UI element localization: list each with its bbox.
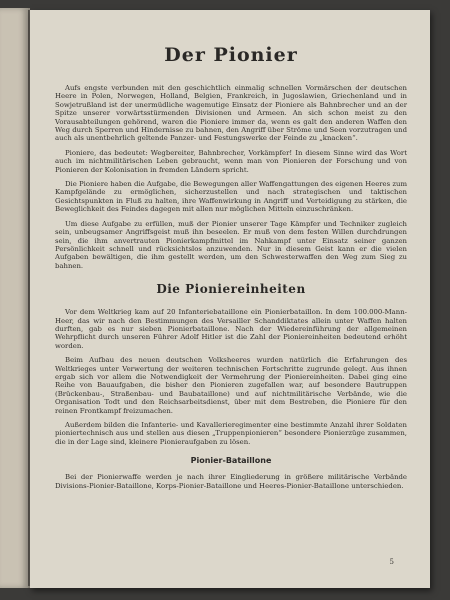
paragraph-intro-4: Um diese Aufgabe zu erfüllen, muß der Pionier unserer Tage Kämpfer und Techniker zugleich sein, unbeugsamer Angriffsgeist muß ihn beseelen. Er muß von dem festen Willen durchdrungen sein, die ihm anvertrauten Pionierkampfmittel im Nahkampf unter Einsatz seiner ganzen Persönlichkeit schnell und rücksichtslos anzuwenden. Nur in diesem Geist kann er die vielen Aufgaben bewältigen, die ihm gestellt werden, um den Schwesterwaffen den Weg zum Sieg zu bahnen. [55,219,407,270]
paragraph-section3-1: Bei der Pionierwaffe werden je nach ihrer Eingliederung in größere militärische Verbände Divisions-Pionier-Bataillone, Korps-Pionier-Bataillone und Heeres-Pionier-Bataillone unterschieden. [55,473,407,490]
paragraph-section2-3: Außerdem bilden die Infanterie- und Kavallerieregimenter eine bestimmte Anzahl ihrer Soldaten pioniertechnisch aus und stellen aus diesen „Truppenpionieren“ besondere Pionierzüge zusammen, die in der Lage sind, kleinere Pionieraufgaben zu lösen. [55,421,407,446]
page-number: 5 [389,558,394,566]
page-content [55,44,407,496]
section-heading-pionier-bataillone: Pionier-Bataillone [190,456,272,466]
document-page [30,10,430,588]
paragraph-intro-3: Die Pioniere haben die Aufgabe, die Bewegungen aller Waffengattungen des eigenen Heeres zum Kampfgelände zu ermöglichen, sicherzustellen und nach strategischen und taktischen Gesichtspunkten in Fluß zu halten, ihre Waffenwirkung in Angriff und Verteidigung zu stärken, die Beweglichkeit des Feindes dagegen mit allen nur möglichen Mitteln einzuschränken. [55,180,407,214]
paragraph-section2-1: Vor dem Weltkrieg kam auf 20 Infanteriebataillone ein Pionierbataillon. In dem 100.000-Mann-Heer, das wir nach den Bestimmungen des Versailler Schanddiktates allein unter Waffen halten durften, gab es nur sieben Pionierbataillone. Nach der Wiedereinführung der allgemeinen Wehrpflicht durch unseren Führer Adolf Hitler ist die Zahl der Pioniereinheiten bedeutend erhöht worden. [55,308,407,350]
paragraph-section2-2: Beim Aufbau des neuen deutschen Volksheeres wurden natürlich die Erfahrungen des Weltkrieges unter Verwertung der weiteren technischen Fortschritte zugrunde gelegt. Aus ihnen ergab sich vor allem die Notwendigkeit der Vermehrung der Pioniereinheiten. Dabei ging eine Reihe von Bauaufgaben, die bisher den Pionieren zugefallen war, auf besondere Bautruppen (Brückenbau-, Straßenbau- und Baubataillone) und auf nichtmilitärische Verbände, wie die Organisation Todt und den Reichsarbeitsdienst, über mit dem Bestreben, die Pioniere für den reinen Frontkampf freizumachen. [55,356,407,415]
section-heading-pioniereinheiten: Die Pioniereinheiten [156,282,306,297]
left-page-edge [0,8,30,588]
page-title: Der Pionier [164,44,298,66]
paragraph-intro-2: Pioniere, das bedeutet: Wegbereiter, Bahnbrecher, Vorkämpfer! In diesem Sinne wird das Wort auch im nichtmilitärischen Leben gebraucht, wenn man von Pionieren der Forschung und von Pionieren der Kolonisation in fremden Ländern spricht. [55,148,407,174]
paragraph-intro-1: Aufs engste verbunden mit den geschichtlich einmalig schnellen Vormärschen der deutschen Heere in Polen, Norwegen, Holland, Belgien, Frankreich, in Jugoslawien, Griechenland und in Sowjetrußland ist der unermüdliche wagemutige Einsatz der Pioniere als Bahnbrecher und an der Spitze unserer vorwärtsstürmenden Divisionen und Armeen. An sich schon meist zu den Vorausabteilungen gehörend, waren die Pioniere immer da, wenn es galt den anderen Waffen den Weg durch Sperren und Hindernisse zu bahnen, den Angriff über Ströme und Seen vorzutragen und auch als unentbehrlich geltende Panzer- und Festungswerke der Feinde zu „knacken“. [55,84,407,143]
